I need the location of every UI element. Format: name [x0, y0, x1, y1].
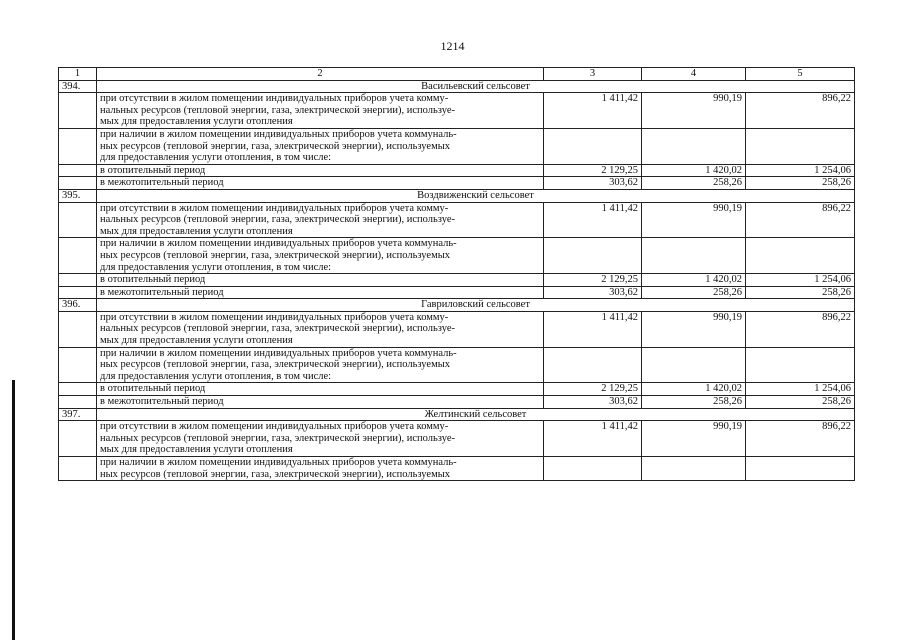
description-line: для предоставления услуги отопления, в том числе: [100, 370, 332, 382]
table-row [59, 347, 855, 383]
value-col-4: 990,19 [642, 421, 746, 457]
value-col-3: 1 411,42 [544, 421, 642, 457]
description-line: в отопительный период [100, 383, 206, 395]
description-line: при наличии в жилом помещении индивидуальных приборов учета коммуналь- [100, 457, 457, 468]
row-description [97, 383, 544, 396]
description-line: при отсутствии в жилом помещении индивидуальных приборов учета комму- [100, 202, 449, 214]
value-col-4: 1 420,02 [642, 274, 746, 287]
description-line: нальных ресурсов (тепловой энергии, газа, электрической энергии), используе- [100, 104, 455, 116]
row-description [97, 311, 544, 347]
table-row [59, 383, 855, 396]
row-description [97, 347, 544, 383]
section-header-row [59, 80, 855, 93]
description-line: нальных ресурсов (тепловой энергии, газа, электрической энергии), используе- [100, 323, 455, 335]
value-col-3: 2 129,25 [544, 383, 642, 396]
value-col-5: 258,26 [746, 177, 855, 190]
row-number-cell [59, 202, 97, 238]
description-line: ных ресурсов (тепловой энергии, газа, электрической энергии), используемых [100, 249, 451, 261]
row-number-cell [59, 164, 97, 177]
row-description [97, 238, 544, 274]
description-line: в отопительный период [100, 164, 206, 176]
value-col-4: 258,26 [642, 177, 746, 190]
table-row [59, 396, 855, 409]
description-line: для предоставления услуги отопления, в том числе: [100, 152, 332, 164]
value-col-3: 1 411,42 [544, 93, 642, 129]
section-number: 394. [59, 80, 97, 93]
header-cell: 5 [746, 68, 855, 81]
header-cell: 1 [59, 68, 97, 81]
description-line: мых для предоставления услуги отопления [100, 335, 293, 347]
description-line: при наличии в жилом помещении индивидуальных приборов учета коммуналь- [100, 128, 457, 140]
row-description [97, 93, 544, 129]
header-cell: 2 [97, 68, 544, 81]
row-number-cell [59, 128, 97, 164]
row-number-cell [59, 93, 97, 129]
section-header-row [59, 189, 855, 202]
description-line: в межотопительный период [100, 286, 224, 298]
table-row [59, 274, 855, 287]
row-description [97, 286, 544, 299]
description-line: в межотопительный период [100, 177, 224, 189]
value-col-3: 303,62 [544, 177, 642, 190]
row-number-cell [59, 177, 97, 190]
section-header-row [59, 408, 855, 421]
table-row [59, 238, 855, 274]
row-description [97, 421, 544, 457]
value-col-5: 1 254,06 [746, 164, 855, 177]
value-col-5 [746, 457, 855, 481]
value-col-4 [642, 347, 746, 383]
row-number-cell [59, 396, 97, 409]
value-col-3: 303,62 [544, 286, 642, 299]
description-line: мых для предоставления услуги отопления [100, 116, 293, 128]
value-col-4: 990,19 [642, 311, 746, 347]
description-line: в межотопительный период [100, 396, 224, 408]
header-cell: 3 [544, 68, 642, 81]
description-line: ных ресурсов (тепловой энергии, газа, электрической энергии), используемых [100, 468, 451, 480]
row-number-cell [59, 421, 97, 457]
value-col-4: 990,19 [642, 93, 746, 129]
description-line: при наличии в жилом помещении индивидуальных приборов учета коммуналь- [100, 347, 457, 359]
description-line: ных ресурсов (тепловой энергии, газа, электрической энергии), используемых [100, 140, 451, 152]
value-col-3: 2 129,25 [544, 164, 642, 177]
row-description [97, 274, 544, 287]
section-name: Васильевский сельсовет [97, 80, 855, 93]
description-line: для предоставления услуги отопления, в том числе: [100, 261, 332, 273]
description-line: при наличии в жилом помещении индивидуальных приборов учета коммуналь- [100, 238, 457, 250]
value-col-4 [642, 238, 746, 274]
value-col-4: 258,26 [642, 286, 746, 299]
row-number-cell [59, 347, 97, 383]
row-description [97, 164, 544, 177]
table-row [59, 93, 855, 129]
value-col-5: 1 254,06 [746, 274, 855, 287]
description-line: мых для предоставления услуги отопления [100, 444, 293, 456]
row-description [97, 128, 544, 164]
value-col-3: 1 411,42 [544, 311, 642, 347]
page-number: 1214 [440, 39, 465, 53]
row-description [97, 202, 544, 238]
description-line: при отсутствии в жилом помещении индивидуальных приборов учета комму- [100, 93, 449, 105]
table-row [59, 421, 855, 457]
description-line: нальных ресурсов (тепловой энергии, газа, электрической энергии), используе- [100, 214, 455, 226]
header-cell: 4 [642, 68, 746, 81]
tariff-table [58, 67, 855, 481]
value-col-4: 990,19 [642, 202, 746, 238]
value-col-5: 896,22 [746, 311, 855, 347]
row-number-cell [59, 311, 97, 347]
value-col-3: 2 129,25 [544, 274, 642, 287]
row-number-cell [59, 286, 97, 299]
value-col-4: 1 420,02 [642, 164, 746, 177]
description-line: мых для предоставления услуги отопления [100, 225, 293, 237]
value-col-3: 303,62 [544, 396, 642, 409]
section-name: Воздвиженский сельсовет [97, 189, 855, 202]
description-line: при отсутствии в жилом помещении индивидуальных приборов учета комму- [100, 421, 449, 433]
section-name: Гавриловский сельсовет [97, 299, 855, 312]
row-number-cell [59, 274, 97, 287]
section-number: 395. [59, 189, 97, 202]
value-col-4: 1 420,02 [642, 383, 746, 396]
value-col-4: 258,26 [642, 396, 746, 409]
table-row [59, 128, 855, 164]
section-header-row [59, 299, 855, 312]
value-col-3 [544, 128, 642, 164]
row-number-cell [59, 457, 97, 481]
value-col-3 [544, 238, 642, 274]
value-col-5: 258,26 [746, 396, 855, 409]
value-col-5: 1 254,06 [746, 383, 855, 396]
description-line: ных ресурсов (тепловой энергии, газа, электрической энергии), используемых [100, 359, 451, 371]
value-col-5 [746, 128, 855, 164]
section-number: 396. [59, 299, 97, 312]
scan-edge-line [12, 380, 15, 640]
table-row [59, 311, 855, 347]
section-number: 397. [59, 408, 97, 421]
row-description [97, 457, 544, 481]
value-col-5 [746, 347, 855, 383]
value-col-3 [544, 457, 642, 481]
value-col-5: 896,22 [746, 93, 855, 129]
value-col-5 [746, 238, 855, 274]
description-line: в отопительный период [100, 274, 206, 286]
table-row [59, 202, 855, 238]
value-col-5: 896,22 [746, 202, 855, 238]
value-col-4 [642, 128, 746, 164]
description-line: нальных ресурсов (тепловой энергии, газа, электрической энергии), используе- [100, 432, 455, 444]
row-description [97, 396, 544, 409]
value-col-4 [642, 457, 746, 481]
value-col-3 [544, 347, 642, 383]
value-col-5: 258,26 [746, 286, 855, 299]
table-row [59, 457, 855, 481]
row-description [97, 177, 544, 190]
section-name: Желтинский сельсовет [97, 408, 855, 421]
description-line: при отсутствии в жилом помещении индивидуальных приборов учета комму- [100, 311, 449, 323]
row-number-cell [59, 238, 97, 274]
row-number-cell [59, 383, 97, 396]
table-row [59, 177, 855, 190]
table-row [59, 164, 855, 177]
value-col-3: 1 411,42 [544, 202, 642, 238]
table-row [59, 286, 855, 299]
value-col-5: 896,22 [746, 421, 855, 457]
header-row [59, 68, 855, 81]
